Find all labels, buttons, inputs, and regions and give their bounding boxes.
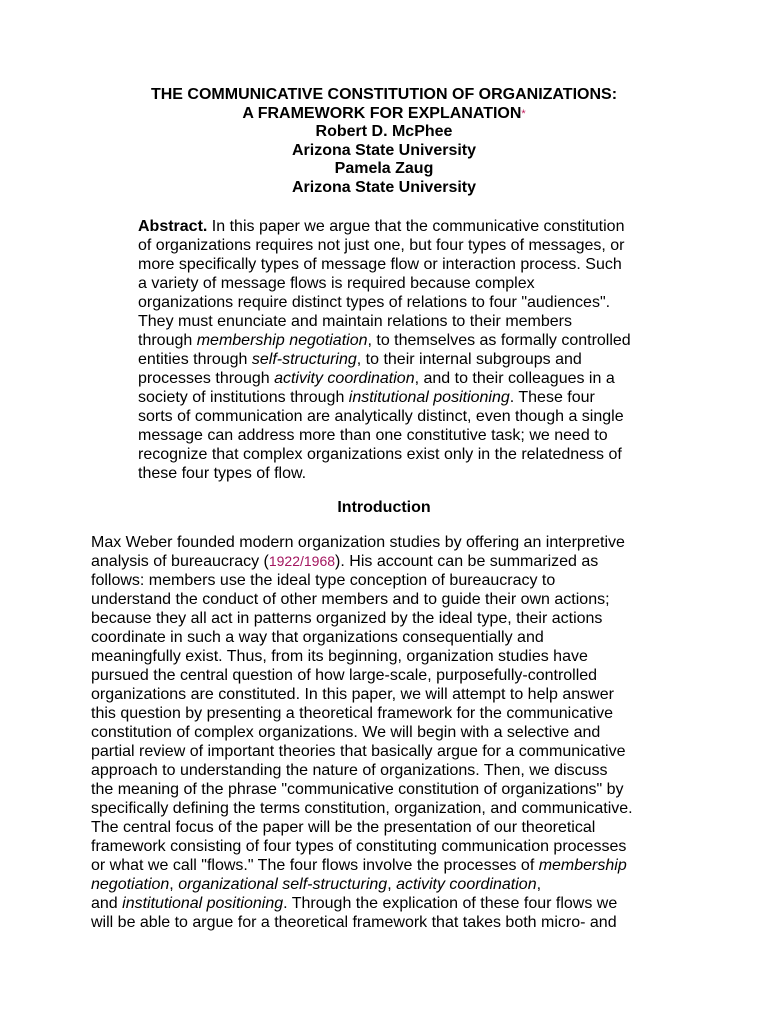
body-text: analysis of bureaucracy ( (91, 553, 269, 570)
emphasis-institutional-positioning: institutional positioning (122, 895, 284, 912)
abstract-text: through (138, 332, 197, 349)
emphasis-activity-coordination: activity coordination (274, 370, 415, 387)
affiliation-1: Arizona State University (291, 141, 477, 159)
abstract-line: recognize that complex organizations exist only in the relatedness of (138, 446, 622, 463)
abstract-text: , to themselves as formally controlled (367, 332, 631, 349)
paper-title-text: A FRAMEWORK FOR EXPLANATION (242, 104, 522, 122)
abstract-line (138, 388, 698, 407)
paper-title-line-1: THE COMMUNICATIVE CONSTITUTION OF ORGANIZATIONS: (150, 86, 618, 103)
emphasis-activity-coordination: activity coordination (396, 876, 537, 893)
body-line: understand the conduct of other members and to guide their own actions; (91, 591, 610, 608)
abstract-line: They must enunciate and maintain relations to their members (138, 313, 572, 330)
abstract-line: message can address more than one constitutive task; we need to (138, 427, 608, 444)
abstract-text: processes through (138, 370, 275, 387)
body-line: follows: members use the ideal type conception of bureaucracy to (91, 572, 556, 589)
abstract-line (138, 350, 698, 369)
abstract-text: society of institutions through (138, 389, 349, 406)
body-line: because they all act in patterns organized by the ideal type, their actions (91, 610, 603, 627)
body-text: . Through the explication of these four flows we (283, 895, 618, 912)
footnote-link[interactable]: * (521, 107, 526, 120)
body-line (91, 552, 691, 571)
body-line: framework consisting of four types of constituting communication processes (91, 838, 627, 855)
emphasis-negotiation: negotiation (91, 876, 170, 893)
abstract-text: entities through (138, 351, 252, 368)
abstract-line: more specifically types of message flow or interaction process. Such (138, 256, 622, 273)
emphasis-self-structuring: self-structuring (251, 351, 357, 368)
abstract (138, 217, 698, 483)
title-block (0, 86, 768, 198)
abstract-line: a variety of message flows is required because complex (138, 275, 535, 292)
body-line: specifically defining the terms constitution, organization, and communicative. (91, 800, 633, 817)
emphasis-institutional-positioning: institutional positioning (348, 389, 510, 406)
body-line: Max Weber founded modern organization studies by offering an interpretive (91, 534, 625, 551)
section-heading-introduction: Introduction (337, 499, 431, 516)
body-line: coordinate in such a way that organizations consequentially and (91, 629, 544, 646)
emphasis-membership: membership (538, 857, 627, 874)
abstract-line: sorts of communication are analytically distinct, even though a single (138, 408, 624, 425)
body-line: the meaning of the phrase "communicative constitution of organizations" by (91, 781, 624, 798)
affiliation-2: Arizona State University (291, 178, 477, 196)
citation-link[interactable]: 1922/1968 (268, 553, 336, 569)
body-line: this question by presenting a theoretical framework for the communicative (91, 705, 614, 722)
abstract-label: Abstract. (138, 218, 208, 235)
body-line: meaningfully exist. Thus, from its beginning, organization studies have (91, 648, 588, 665)
abstract-text: . These four (509, 389, 595, 406)
body-text: ). His account can be summarized as (335, 553, 599, 570)
body-line: approach to understanding the nature of organizations. Then, we discuss (91, 762, 608, 779)
body-text: , (169, 876, 179, 893)
abstract-text: In this paper we argue that the communicative constitution (207, 218, 625, 235)
introduction-body (91, 533, 691, 932)
body-line (91, 856, 691, 875)
body-text: or what we call "flows." The four flows involve the processes of (91, 857, 539, 874)
paper-title-line-2 (0, 105, 768, 124)
abstract-text: , to their internal subgroups and (356, 351, 582, 368)
abstract-text: , and to their colleagues in a (414, 370, 615, 387)
abstract-line: organizations require distinct types of relations to four "audiences". (138, 294, 611, 311)
abstract-line (138, 331, 698, 350)
abstract-line: these four types of flow. (138, 465, 307, 482)
abstract-line (138, 369, 698, 388)
body-text: , (387, 876, 397, 893)
body-line: will be able to argue for a theoretical framework that takes both micro- and (91, 914, 617, 931)
body-line: The central focus of the paper will be the presentation of our theoretical (91, 819, 596, 836)
body-line: partial review of important theories that basically argue for a communicative (91, 743, 626, 760)
body-text: and (91, 895, 123, 912)
emphasis-membership-negotiation: membership negotiation (196, 332, 368, 349)
abstract-line (138, 217, 698, 236)
body-line (91, 875, 691, 894)
body-line: organizations are constituted. In this paper, we will attempt to help answer (91, 686, 614, 703)
author-2: Pamela Zaug (334, 160, 434, 178)
abstract-line: of organizations requires not just one, but four types of messages, or (138, 237, 625, 254)
body-text: , (536, 876, 542, 893)
body-line (91, 894, 691, 913)
body-line: constitution of complex organizations. We will begin with a selective and (91, 724, 601, 741)
body-line: pursued the central question of how large-scale, purposefully-controlled (91, 667, 598, 684)
emphasis-organizational-self-structuring: organizational self-structuring (178, 876, 388, 893)
author-1: Robert D. McPhee (315, 123, 453, 141)
